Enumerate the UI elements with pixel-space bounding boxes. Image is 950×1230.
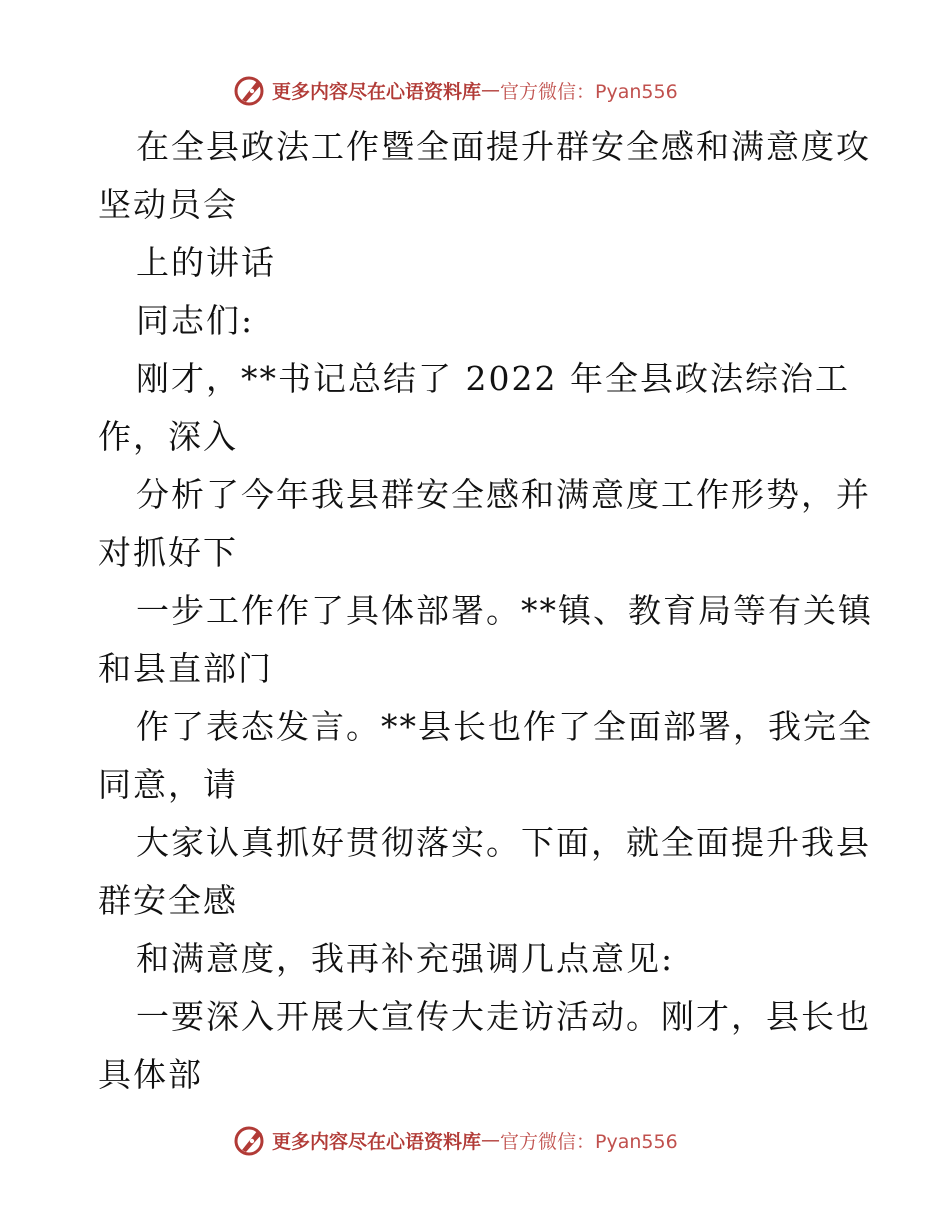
pen-nib-logo-icon <box>232 72 268 108</box>
doc-line: 和满意度，我再补充强调几点意见: <box>136 939 675 978</box>
doc-line: 作，深入 <box>98 417 238 456</box>
watermark-dash: — <box>481 1129 501 1151</box>
doc-line: 坚动员会 <box>98 185 238 224</box>
doc-line: 大家认真抓好贯彻落实。下面，就全面提升我县 <box>136 823 871 862</box>
doc-line: 作了表态发言。**县长也作了全面部署，我完全 <box>136 707 873 746</box>
watermark-text: 更多内容尽在心语资料库 <box>272 1130 482 1153</box>
doc-line: 一步工作作了具体部署。**镇、教育局等有关镇 <box>136 591 873 630</box>
watermark-dash: — <box>481 79 501 101</box>
doc-line: 和县直部门 <box>98 649 273 688</box>
doc-line: 分析了今年我县群安全感和满意度工作形势，并 <box>136 475 871 514</box>
doc-line: 上的讲话 <box>136 243 276 282</box>
doc-line: 群安全感 <box>98 881 238 920</box>
doc-line: 一要深入开展大宣传大走访活动。刚才，县长也 <box>136 997 871 1036</box>
footer-watermark <box>232 1120 678 1160</box>
doc-line: 同意，请 <box>98 765 238 804</box>
watermark-text: 更多内容尽在心语资料库 <box>272 80 482 103</box>
doc-line: 刚才，**书记总结了 2022 年全县政法综治工 <box>136 359 850 398</box>
doc-line: 同志们: <box>136 301 255 340</box>
watermark-wechat: 官方微信：Pyan556 <box>500 1130 678 1153</box>
doc-line: 具体部 <box>98 1055 203 1094</box>
doc-line: 在全县政法工作暨全面提升群安全感和满意度攻 <box>136 127 871 166</box>
doc-line: 对抓好下 <box>98 533 238 572</box>
watermark-wechat: 官方微信：Pyan556 <box>500 80 678 103</box>
pen-nib-logo-icon <box>232 1122 268 1158</box>
header-watermark <box>232 70 678 110</box>
